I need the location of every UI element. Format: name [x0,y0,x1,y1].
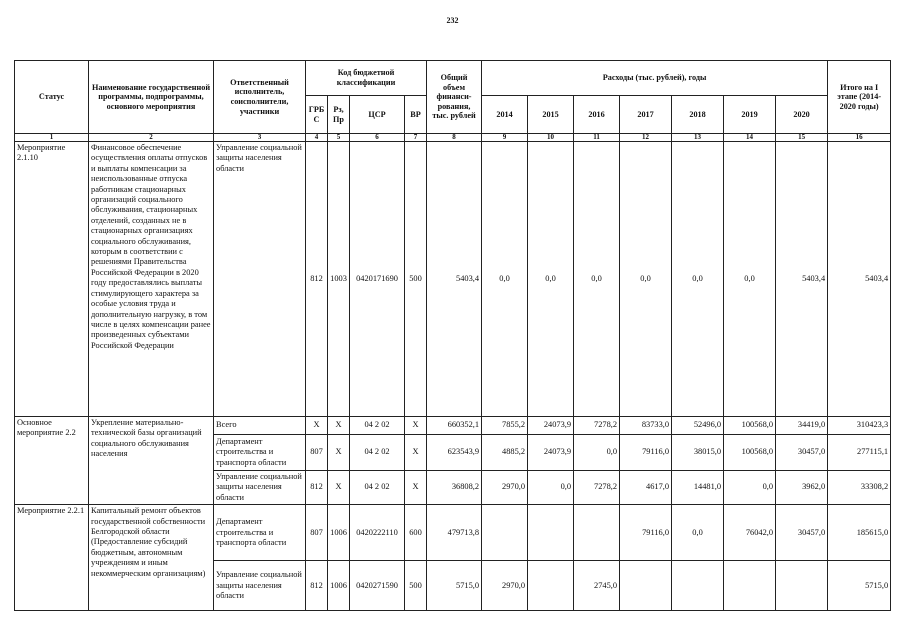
year-cell: 0,0 [528,471,574,505]
year-cell [724,561,776,611]
year-cell [482,505,528,561]
executor-cell: Управление социальной защиты населения области [214,561,306,611]
rz-cell: 1006 [328,505,350,561]
csr-cell: 0420271590 [350,561,405,611]
year-cell: 4885,2 [482,435,528,471]
year-cell [672,561,724,611]
column-number: 6 [350,134,405,142]
page-number: 232 [446,16,459,25]
vr-cell: Х [405,435,427,471]
column-number: 10 [528,134,574,142]
year-cell: 7278,2 [574,471,620,505]
year-cell: 14481,0 [672,471,724,505]
column-number: 1 [15,134,89,142]
year-cell: 4617,0 [620,471,672,505]
status-cell: Мероприятие 2.1.10 [15,142,89,417]
rz-cell: Х [328,417,350,435]
year-cell: 0,0 [620,142,672,417]
year-cell [620,561,672,611]
total-cell: 660352,1 [427,417,482,435]
vr-cell: Х [405,417,427,435]
column-number: 7 [405,134,427,142]
rz-cell: Х [328,435,350,471]
executor-cell: Управление социальной защиты населения области [214,471,306,505]
year-cell: 76042,0 [724,505,776,561]
header-year: 2016 [574,96,620,134]
total-cell: 36808,2 [427,471,482,505]
executor-cell: Всего [214,417,306,435]
header-rz: Рз, Пр [328,96,350,134]
header-year: 2017 [620,96,672,134]
budget-table [14,60,891,611]
stage-total-cell: 277115,1 [828,435,891,471]
year-cell: 0,0 [672,505,724,561]
csr-cell: 04 2 02 [350,417,405,435]
header-expenses: Расходы (тыс. рублей), годы [482,61,828,96]
header-stage-total: Итого на I этапе (2014-2020 годы) [828,61,891,134]
year-cell: 0,0 [672,142,724,417]
status-cell: Основное мероприятие 2.2 [15,417,89,505]
grbs-cell: 807 [306,435,328,471]
column-number-row [15,134,891,142]
year-cell: 100568,0 [724,417,776,435]
rz-cell: 1006 [328,561,350,611]
column-number: 11 [574,134,620,142]
year-cell [528,561,574,611]
executor-cell: Департамент строительства и транспорта области [214,435,306,471]
year-cell: 0,0 [574,435,620,471]
year-cell: 2970,0 [482,561,528,611]
grbs-cell: Х [306,417,328,435]
csr-cell: 04 2 02 [350,435,405,471]
year-cell: 2745,0 [574,561,620,611]
year-cell: 83733,0 [620,417,672,435]
grbs-cell: 807 [306,505,328,561]
table-row [15,505,891,561]
header-executor: Ответственный исполнитель, соисполнители, участники [214,61,306,134]
grbs-cell: 812 [306,142,328,417]
year-cell [776,561,828,611]
year-cell: 0,0 [528,142,574,417]
header-csr: ЦСР [350,96,405,134]
vr-cell: Х [405,471,427,505]
header-status: Статус [15,61,89,134]
year-cell: 24073,9 [528,417,574,435]
csr-cell: 0420222110 [350,505,405,561]
year-cell: 0,0 [574,142,620,417]
header-vr: ВР [405,96,427,134]
year-cell [528,505,574,561]
year-cell: 5403,4 [776,142,828,417]
vr-cell: 500 [405,561,427,611]
column-number: 5 [328,134,350,142]
year-cell: 30457,0 [776,435,828,471]
vr-cell: 500 [405,142,427,417]
total-cell: 5403,4 [427,142,482,417]
year-cell: 3962,0 [776,471,828,505]
header-year: 2014 [482,96,528,134]
total-cell: 5715,0 [427,561,482,611]
stage-total-cell: 5403,4 [828,142,891,417]
column-number: 14 [724,134,776,142]
year-cell: 79116,0 [620,435,672,471]
stage-total-cell: 33308,2 [828,471,891,505]
header-year: 2019 [724,96,776,134]
column-number: 3 [214,134,306,142]
rz-cell: Х [328,471,350,505]
total-cell: 479713,8 [427,505,482,561]
grbs-cell: 812 [306,561,328,611]
header-grbs: ГРБ С [306,96,328,134]
vr-cell: 600 [405,505,427,561]
year-cell: 79116,0 [620,505,672,561]
name-cell: Финансовое обеспечение осуществления оплаты отпусков и выплаты компенсации за неиспользованные отпуска работникам стационарных организаций социального обслуживания, стационарных отделений, созданных не в стационарных организациях социального обслуживания, которым в соответствии с решениями Правительства Российской Федерации в 2020 году предоставлялись выплаты стимулирующего характера за особые условия труда и дополнительную нагрузку, в том числе в целях компенсации ранее произведенных субъектами Российской Федерации [89,142,214,417]
year-cell: 2970,0 [482,471,528,505]
table-row [15,417,891,435]
executor-cell: Департамент строительства и транспорта области [214,505,306,561]
grbs-cell: 812 [306,471,328,505]
header-name: Наименование государственной программы, подпрограммы, основного мероприятия [89,61,214,134]
column-number: 2 [89,134,214,142]
year-cell [574,505,620,561]
column-number: 9 [482,134,528,142]
executor-cell: Управление социальной защиты населения области [214,142,306,417]
column-number: 15 [776,134,828,142]
header-year: 2020 [776,96,828,134]
column-number: 16 [828,134,891,142]
column-number: 8 [427,134,482,142]
header-year: 2015 [528,96,574,134]
year-cell: 7855,2 [482,417,528,435]
year-cell: 0,0 [482,142,528,417]
total-cell: 623543,9 [427,435,482,471]
header-budget-code: Код бюджетной классификации [306,61,427,96]
year-cell: 38015,0 [672,435,724,471]
year-cell: 24073,9 [528,435,574,471]
header-row-1 [15,61,891,96]
name-cell: Капитальный ремонт объектов государственной собственности Белгородской области (Предоставление субсидий бюджетным, автономным учреждениям и иным некоммерческим организациям) [89,505,214,611]
year-cell: 100568,0 [724,435,776,471]
year-cell: 52496,0 [672,417,724,435]
stage-total-cell: 185615,0 [828,505,891,561]
year-cell: 0,0 [724,471,776,505]
year-cell: 30457,0 [776,505,828,561]
stage-total-cell: 310423,3 [828,417,891,435]
year-cell: 0,0 [724,142,776,417]
rz-cell: 1003 [328,142,350,417]
stage-total-cell: 5715,0 [828,561,891,611]
column-number: 4 [306,134,328,142]
csr-cell: 04 2 02 [350,471,405,505]
year-cell: 7278,2 [574,417,620,435]
table-row [15,142,891,417]
status-cell: Мероприятие 2.2.1 [15,505,89,611]
year-cell: 34419,0 [776,417,828,435]
csr-cell: 0420171690 [350,142,405,417]
column-number: 13 [672,134,724,142]
header-year: 2018 [672,96,724,134]
column-number: 12 [620,134,672,142]
name-cell: Укрепление материально-технической базы организаций социального обслуживания населения [89,417,214,505]
header-total-volume: Общий объем финанси-рования, тыс. рублей [427,61,482,134]
